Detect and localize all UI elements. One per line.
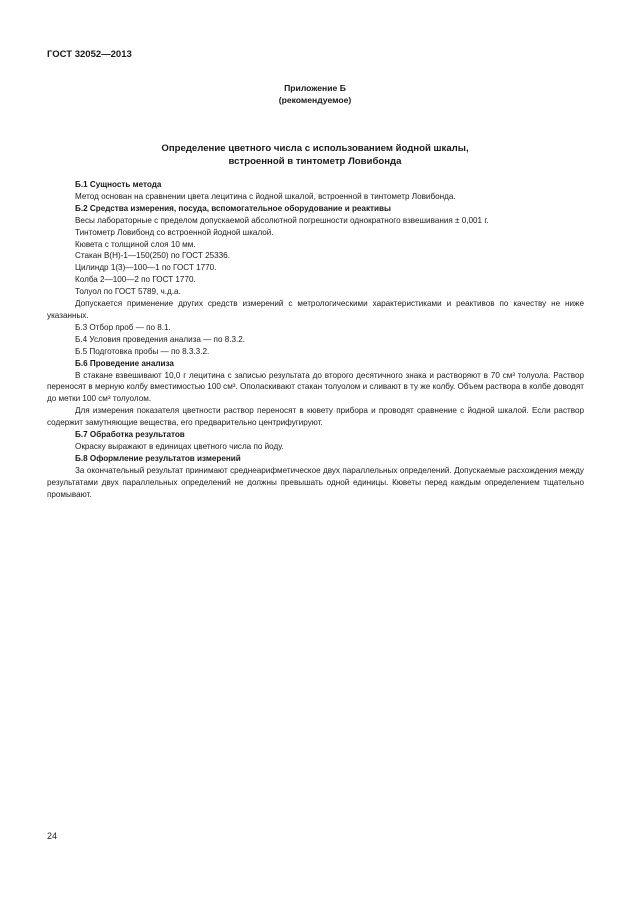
page-number: 24 <box>47 831 58 841</box>
body-paragraph: В стакане взвешивают 10,0 г лецитина с записью результата до второго десятичного знака и растворяют в 70 см³ толуола. Раствор переносят в мерную колбу вместимостью 100 см³. Ополаскивают стакан толуолом и сливают в ту же колбу. Объем раствора в колбе доводят до метки 100 см³ толуолом. <box>47 370 584 404</box>
subsection-heading: Б.7 Обработка результатов <box>75 430 185 440</box>
body-paragraph: Колба 2—100—2 по ГОСТ 1770. <box>75 275 196 285</box>
body-paragraph: Тинтометр Ловибонд со встроенной йодной шкалой. <box>75 227 274 237</box>
body-paragraph: Метод основан на сравнении цвета лецитина с йодной шкалой, встроенной в тинтометр Ловибонда. <box>75 191 456 201</box>
document-body <box>47 179 584 500</box>
body-paragraph: Допускается применение других средств измерений с метрологическими характеристиками и реактивов по качеству не ниже указанных. <box>47 299 584 320</box>
body-paragraph: Стакан В(Н)-1—150(250) по ГОСТ 25336. <box>75 251 230 261</box>
body-paragraph: Для измерения показателя цветности раствор переносят в кювету прибора и проводят сравнение с йодной шкалой. Если раствор содержит замутняющие вещества, его предварительно центрифугируют. <box>47 406 584 428</box>
body-paragraph: Окраску выражают в единицах цветного числа по йоду. <box>75 441 284 451</box>
annex-title: Приложение Б <box>284 83 346 93</box>
section-title-line-1: Определение цветного числа с использованием йодной шкалы, <box>161 143 469 154</box>
body-paragraph: Б.3 Отбор проб — по 8.1. <box>75 322 171 332</box>
subsection-heading: Б.1 Сущность метода <box>75 180 162 189</box>
subsection-heading: Б.2 Средства измерения, посуда, вспомогательное оборудование и реактивы <box>75 203 391 213</box>
section-title <box>0 142 630 168</box>
body-paragraph: Б.4 Условия проведения анализа — по 8.3.2. <box>75 334 246 344</box>
body-paragraph: За окончательный результат принимают среднеарифметическое двух параллельных определений. Допускаемые расхождения между результатами двух параллельных определений не должны превышать одной единицы. Кюветы перед каждым определением тщательно промывают. <box>47 465 584 499</box>
body-paragraph: Б.5 Подготовка пробы — по 8.3.3.2. <box>75 346 210 356</box>
annex-subtitle: (рекомендуемое) <box>278 95 352 105</box>
document-header: ГОСТ 32052—2013 <box>47 49 132 60</box>
body-paragraph: Весы лабораторные с пределом допускаемой абсолютной погрешности однократного взвешивания ± 0,001 г. <box>75 215 489 225</box>
body-paragraph: Цилиндр 1(3)—100—1 по ГОСТ 1770. <box>75 263 217 273</box>
body-paragraph: Толуол по ГОСТ 5789, ч.д.а. <box>75 287 181 297</box>
subsection-heading: Б.6 Проведение анализа <box>75 358 174 368</box>
section-title-line-2: встроенной в тинтометр Ловибонда <box>228 156 402 167</box>
body-paragraph: Кювета с толщиной слоя 10 мм. <box>75 239 196 249</box>
subsection-heading: Б.8 Оформление результатов измерений <box>75 453 241 463</box>
annex-heading <box>0 82 630 106</box>
